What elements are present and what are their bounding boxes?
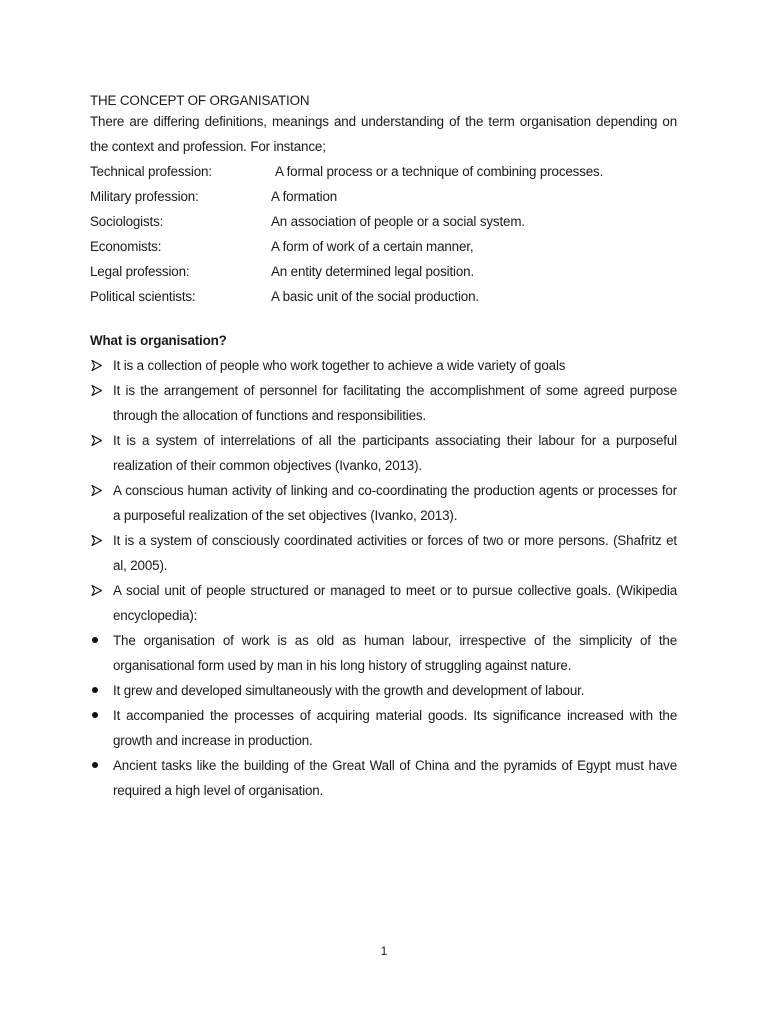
intro-paragraph: There are differing definitions, meanings and understanding of the term organisation depending on the context and profession. For instance; xyxy=(90,114,677,154)
list-item-text: A social unit of people structured or managed to meet or to pursue collective goals. (Wikipedia encyclopedia): xyxy=(113,583,677,623)
page-number: 1 xyxy=(380,944,388,958)
list-item-text: A conscious human activity of linking and co-coordinating the production agents or processes for a purposeful realization of the set objectives (Ivanko, 2013). xyxy=(113,483,677,523)
definition-text: An association of people or a social system. xyxy=(271,214,525,229)
round-bullet-icon xyxy=(90,678,104,703)
definition-term: Sociologists: xyxy=(90,214,164,229)
definition-row xyxy=(90,234,677,259)
definition-row xyxy=(90,184,677,209)
definition-row xyxy=(90,284,677,309)
list-item-text: It grew and developed simultaneously with the growth and development of labour. xyxy=(113,683,585,698)
definition-term: Technical profession: xyxy=(90,164,212,179)
list-item xyxy=(90,353,677,378)
list-item xyxy=(90,378,677,428)
round-bullet-icon xyxy=(90,628,104,653)
definition-row xyxy=(90,209,677,234)
definition-term: Economists: xyxy=(90,239,162,254)
list-item-text: Ancient tasks like the building of the Great Wall of China and the pyramids of Egypt must have required a high level of organisation. xyxy=(113,758,677,798)
definition-text: A formal process or a technique of combining processes. xyxy=(275,164,604,179)
list-item-text: It is a collection of people who work together to achieve a wide variety of goals xyxy=(113,358,566,373)
arrow-bullet-icon xyxy=(90,528,104,553)
arrow-bullet-icon xyxy=(90,578,104,603)
list-item xyxy=(90,528,677,578)
definition-text: A formation xyxy=(271,189,338,204)
definition-text: A form of work of a certain manner, xyxy=(271,239,474,254)
list-item-text: The organisation of work is as old as human labour, irrespective of the simplicity of the organisational form used by man in his long history of struggling against nature. xyxy=(113,633,677,673)
document-page xyxy=(90,92,677,803)
round-bullet-icon xyxy=(90,703,104,728)
arrow-bullet-icon xyxy=(90,378,104,403)
document-title: THE CONCEPT OF ORGANISATION xyxy=(90,93,310,108)
definition-text: A basic unit of the social production. xyxy=(271,289,479,304)
list-item xyxy=(90,678,677,703)
list-item xyxy=(90,428,677,478)
list-item xyxy=(90,753,677,803)
list-item-text: It is a system of interrelations of all the participants associating their labour for a purposeful realization of their common objectives (Ivanko, 2013). xyxy=(113,433,677,473)
list-item xyxy=(90,703,677,753)
definition-row xyxy=(90,259,677,284)
arrow-bullet-icon xyxy=(90,428,104,453)
arrow-bullet-icon xyxy=(90,353,104,378)
list-item xyxy=(90,478,677,528)
definition-text: An entity determined legal position. xyxy=(271,264,475,279)
definition-term: Legal profession: xyxy=(90,264,190,279)
round-bullet-icon xyxy=(90,753,104,778)
arrow-bullet-icon xyxy=(90,478,104,503)
definition-term: Political scientists: xyxy=(90,289,196,304)
arrow-list xyxy=(90,353,677,803)
list-item xyxy=(90,578,677,628)
list-item-text: It accompanied the processes of acquiring material goods. Its significance increased with the growth and increase in production. xyxy=(113,708,677,748)
definition-row xyxy=(90,159,677,184)
definition-term: Military profession: xyxy=(90,189,199,204)
list-item-text: It is the arrangement of personnel for facilitating the accomplishment of some agreed purpose through the allocation of functions and responsibilities. xyxy=(113,383,677,423)
list-item xyxy=(90,628,677,678)
section-heading: What is organisation? xyxy=(90,333,227,348)
definitions-list xyxy=(90,159,677,309)
list-item-text: It is a system of consciously coordinated activities or forces of two or more persons. (Shafritz et al, 2005). xyxy=(113,533,677,573)
